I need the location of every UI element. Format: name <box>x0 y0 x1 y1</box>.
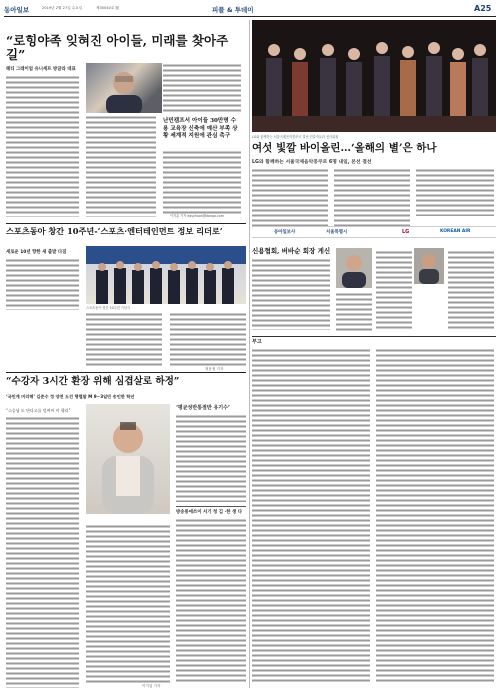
header-rule <box>4 16 496 17</box>
story4-subhead: “스승님 도 단다고를 덮여씨 이 행리” <box>6 408 71 413</box>
obituary-col1 <box>252 348 370 684</box>
story1-kicker: 헤티 그레이엄 유니세프 방글라 대표 <box>6 67 76 72</box>
mid-column-body2 <box>176 518 246 684</box>
story3-headline: 스포츠동아 창간 10주년-‘스포츠·엔터테인먼트 정보 리더로’ <box>6 226 223 236</box>
mid-column-body1 <box>176 414 246 502</box>
obituary-top-rule <box>252 336 496 337</box>
story1-body-col3 <box>163 63 241 113</box>
story1-body-col3b <box>163 150 241 214</box>
story1-divider <box>6 223 246 224</box>
story4-divider <box>6 372 246 373</box>
issue-date: 2019년 2월 27일 수요일 <box>42 6 83 10</box>
story3-body-col1 <box>6 258 79 310</box>
people-portrait-1 <box>336 248 372 288</box>
story2-body-col3 <box>416 168 494 216</box>
mid-column-title2: 방송통에쓰이 서기 청 김 ·한 생 다 <box>176 510 242 515</box>
story1-body-col1 <box>6 75 79 217</box>
story3-body-col3 <box>170 312 246 366</box>
sponsor-donga-logo: 동아일보사 <box>274 230 296 235</box>
story1-subhead: 난민캠프서 아이들 30만명 수용 교육장 신축에 예산 부족 상황 세계적 지원에 관심 촉구 <box>163 118 238 139</box>
story4-portrait-photo <box>86 404 170 514</box>
page-number: A25 <box>474 4 492 13</box>
issue-number: 제30040호 版 <box>96 6 120 10</box>
obituary-col2 <box>376 348 494 684</box>
sponsor-lg-logo: LG <box>402 228 410 235</box>
people-body-col2 <box>336 292 372 332</box>
sponsor-koreanair-logo: KOREAN AIR <box>440 229 471 234</box>
obituary-section-title: 부고 <box>252 339 262 345</box>
story2-group-photo <box>252 20 496 132</box>
people-portrait-2 <box>414 248 444 284</box>
vertical-separator-main <box>249 20 250 688</box>
story2-headline: 여섯 빛깔 바이올린…‘올해의 별’은 하나 <box>252 142 437 154</box>
story4-kicker: ‘국민계 머리해’ 김준수 정 양천 도건 행렬말 M 9~3일만 송인한 학년 <box>6 394 135 399</box>
people-title: 신용협회, 버바순 회장 게신 <box>252 247 331 255</box>
story4-headline: “수강자 3시간 환장 위해 심겹살로 하정” <box>6 376 180 387</box>
people-body-col4 <box>448 250 494 330</box>
story3-body-col2 <box>86 312 162 366</box>
story1-byline: 이지훈 기자 easyhoon@donga.com <box>170 214 224 218</box>
story1-portrait-photo <box>86 63 162 113</box>
people-body-col3 <box>376 250 412 330</box>
story2-body-col1 <box>252 168 328 226</box>
story3-caption: 스포츠동아 창간 10주년 기념식 <box>86 306 131 310</box>
story3-kicker: 새로운 10년 향한 새 출발 다짐 <box>6 250 67 255</box>
story2-caption: LG와 함께하는 서울국제음악콩쿠르 결선 진출자들과 심사위원 <box>252 135 339 139</box>
masthead <box>4 4 496 16</box>
story4-body-col2 <box>86 524 170 684</box>
story3-byline: 정윤철 기자 <box>205 367 224 371</box>
mid-column-rule <box>176 506 246 507</box>
sponsor-seoul-logo: 서울특별시 <box>326 230 348 235</box>
story2-subhead: LG와 함께하는 서울국제음악콩쿠르 6명 내일, 본선 결선 <box>252 160 372 165</box>
sponsor-strip <box>252 226 496 238</box>
newspaper-logo: 동아일보 <box>4 6 30 14</box>
story3-ceremony-photo <box>86 246 246 304</box>
story4-body-col1 <box>6 416 79 688</box>
story4-byline: 이기업 기자 <box>142 684 161 688</box>
people-body-col1 <box>252 258 330 330</box>
story2-body-col2 <box>334 168 410 226</box>
section-title: 피플 & 투데이 <box>212 6 254 14</box>
mid-column-title: ‘평균성반통점반 유기수’ <box>176 405 230 411</box>
story1-body-col2 <box>86 115 156 217</box>
story1-headline: “로힝야족 잊혀진 아이들, 미래를 찾아주길” <box>6 33 229 62</box>
